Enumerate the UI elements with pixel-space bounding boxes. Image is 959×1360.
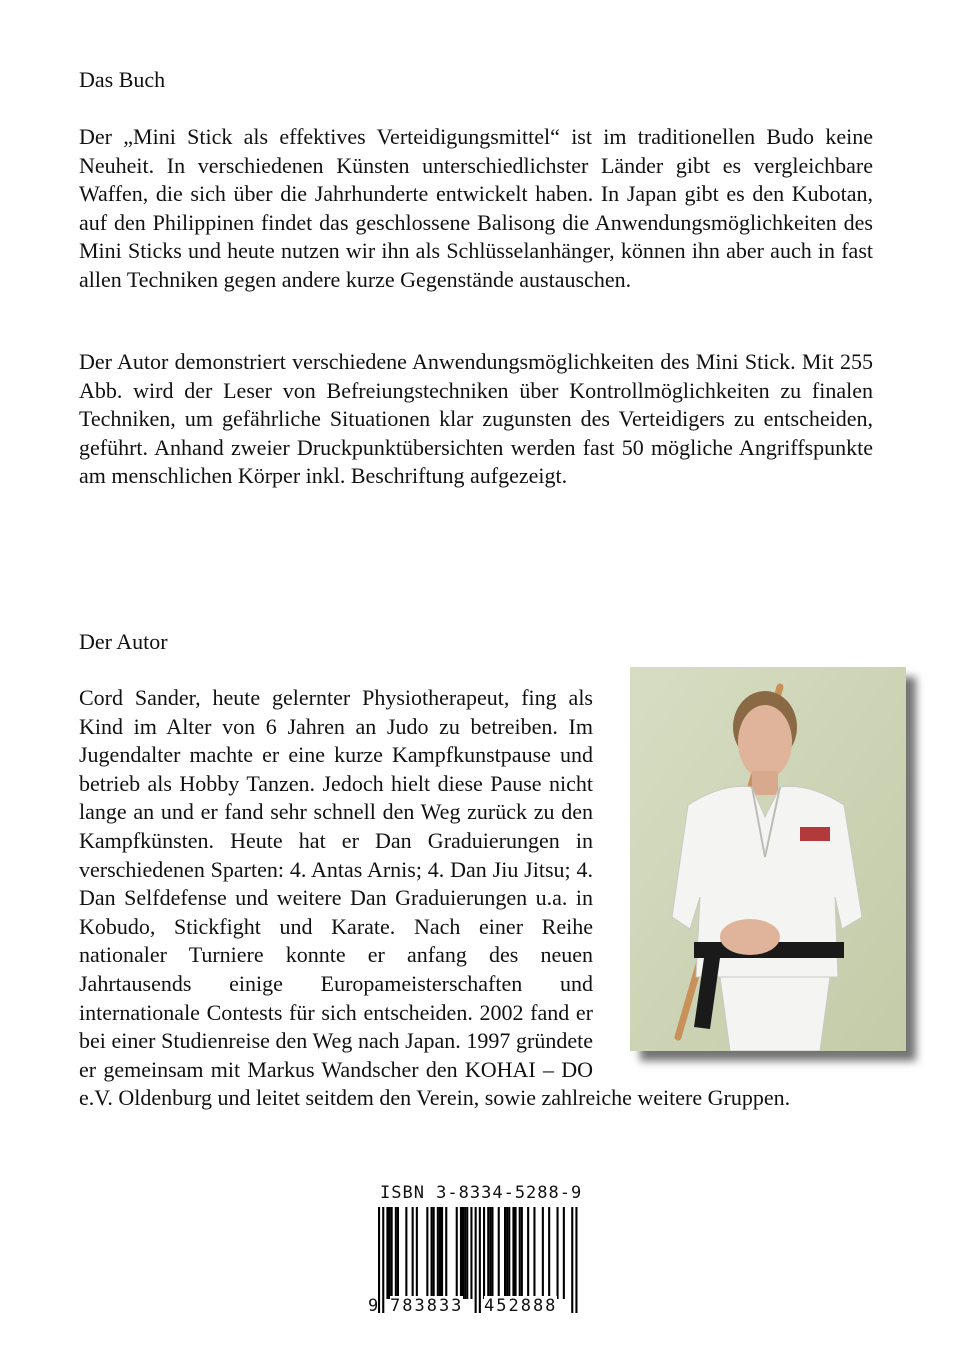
barcode-bar — [557, 1207, 559, 1299]
barcode-bar — [483, 1207, 485, 1299]
author-photo — [630, 667, 906, 1051]
isbn-label: ISBN 3-8334-5288-9 — [380, 1183, 583, 1203]
ean-left-group: 783833 — [390, 1296, 464, 1316]
author-photo-illustration — [630, 667, 906, 1051]
barcode-bar — [389, 1207, 391, 1299]
barcode-bar — [491, 1207, 493, 1299]
barcode-bar — [489, 1207, 491, 1299]
barcode-bar — [416, 1207, 418, 1299]
gi-patch — [800, 827, 830, 841]
barcode-bar — [397, 1207, 399, 1299]
section-heading-book: Das Buch — [79, 67, 166, 92]
isbn-barcode-block — [366, 1183, 588, 1323]
barcode-bar — [575, 1207, 577, 1313]
barcode-bar — [542, 1207, 544, 1299]
author-bio-text: Cord Sander, heute gelernter Physiotherapeut, fing als Kind im Alter von 6 Jahren an Judo zu betreiben. Im Jugendalter machte er eine kurze Kampfkunstpause und betrieb als Hobby Tanzen. Jedoch hielt diese Pause nicht lange an und er fand sehr schnell den Weg zurück zu den Kampfkünsten. Heute hat er Dan Graduierungen in verschiedenen Sparten: 4. Antas Arnis; 4. Dan Jiu Jitsu; 4. Dan Selfdefense und weitere Dan Graduierungen u.a. in Kobudo, Stickfight und Karate. Nach einer Reihe nationaler Turniere konnte er anfang des neuen Jahrtausends einige Europameisterschaften und internationale Contests für sich entscheiden. 2002 fand er bei einer Studienreise den Weg nach Japan. 1997 gründete er gemeinsam mit Markus Wandscher den KOHAI – DO e.V. Oldenburg und leitet seitdem den Verein, sowie zahlreiche weitere Gruppen. — [79, 685, 791, 1111]
barcode-bar — [519, 1207, 521, 1299]
barcode-bar — [533, 1207, 535, 1299]
barcode-bar — [498, 1207, 500, 1299]
barcode-bar — [391, 1207, 393, 1299]
barcode-bar — [479, 1207, 481, 1313]
barcode-bar — [487, 1207, 489, 1299]
barcode-bar — [466, 1207, 468, 1299]
barcode-bar — [460, 1207, 462, 1299]
barcode-bar — [386, 1207, 388, 1299]
gi-trousers — [720, 977, 830, 1051]
barcode-bar — [512, 1207, 514, 1299]
barcode-bar — [506, 1207, 508, 1299]
barcode-bar — [527, 1207, 529, 1299]
barcode-bar — [433, 1207, 435, 1299]
barcode-bar — [563, 1207, 565, 1299]
barcode-bar — [405, 1207, 407, 1299]
ean-right-group: 452888 — [484, 1296, 558, 1316]
section-heading-author: Der Autor — [79, 629, 168, 654]
barcode-bar — [426, 1207, 428, 1299]
book-description-paragraph-1: Der „Mini Stick als effektives Verteidigungsmittel“ ist im traditionellen Budo keine Neuheit. In verschiedenen Künsten unterschiedlichster Länder gibt es vergleichbare Waffen, die sich über die Jahrhunderte entwickelt haben. In Japan gibt es den Kubotan, auf den Philippinen findet das geschlossene Balisong die Anwendungsmöglichkeiten des Mini Sticks und heute nutzen wir ihn als Schlüsselanhänger, können ihn aber auch in fast allen Techniken gegen andere kurze Gegenstände austauschen. — [79, 124, 873, 292]
barcode-bar — [441, 1207, 443, 1299]
barcode-bar — [508, 1207, 510, 1299]
barcode-bar — [521, 1207, 523, 1299]
barcode-bar — [548, 1207, 550, 1299]
barcode-bar — [382, 1207, 384, 1313]
barcode-bar — [464, 1207, 466, 1299]
barcode-bar — [445, 1207, 447, 1299]
barcode-bar — [456, 1207, 458, 1299]
ean-first-digit: 9 — [368, 1296, 379, 1316]
barcode-bar — [437, 1207, 439, 1299]
barcode-bar — [515, 1207, 517, 1299]
barcode-bar — [462, 1207, 464, 1299]
author-neck — [752, 771, 778, 795]
author-hands — [720, 919, 780, 955]
barcode-bar — [412, 1207, 414, 1299]
barcode-bar — [475, 1207, 477, 1313]
barcode-bar — [571, 1207, 573, 1313]
book-description-paragraph-2: Der Autor demonstriert verschiedene Anwendungsmöglichkeiten des Mini Stick. Mit 255 Abb. wird der Leser von Befreiungstechniken über Kontrollmöglichkeiten zu finalen Techniken, um gefährliche Situationen klar zugunsten des Verteidigers zu entscheiden, geführt. Anhand zweier Druckpunktübersichten werden fast 50 mögliche Angriffspunkte am menschlichen Körper inkl. Beschriftung aufgezeigt. — [79, 349, 873, 489]
barcode-bar — [378, 1207, 380, 1313]
author-face — [738, 705, 792, 779]
barcode-bar — [395, 1207, 397, 1299]
barcode-bar — [504, 1207, 506, 1299]
barcode-bar — [470, 1207, 472, 1299]
barcode-bar — [431, 1207, 433, 1299]
barcode-bar — [439, 1207, 441, 1299]
